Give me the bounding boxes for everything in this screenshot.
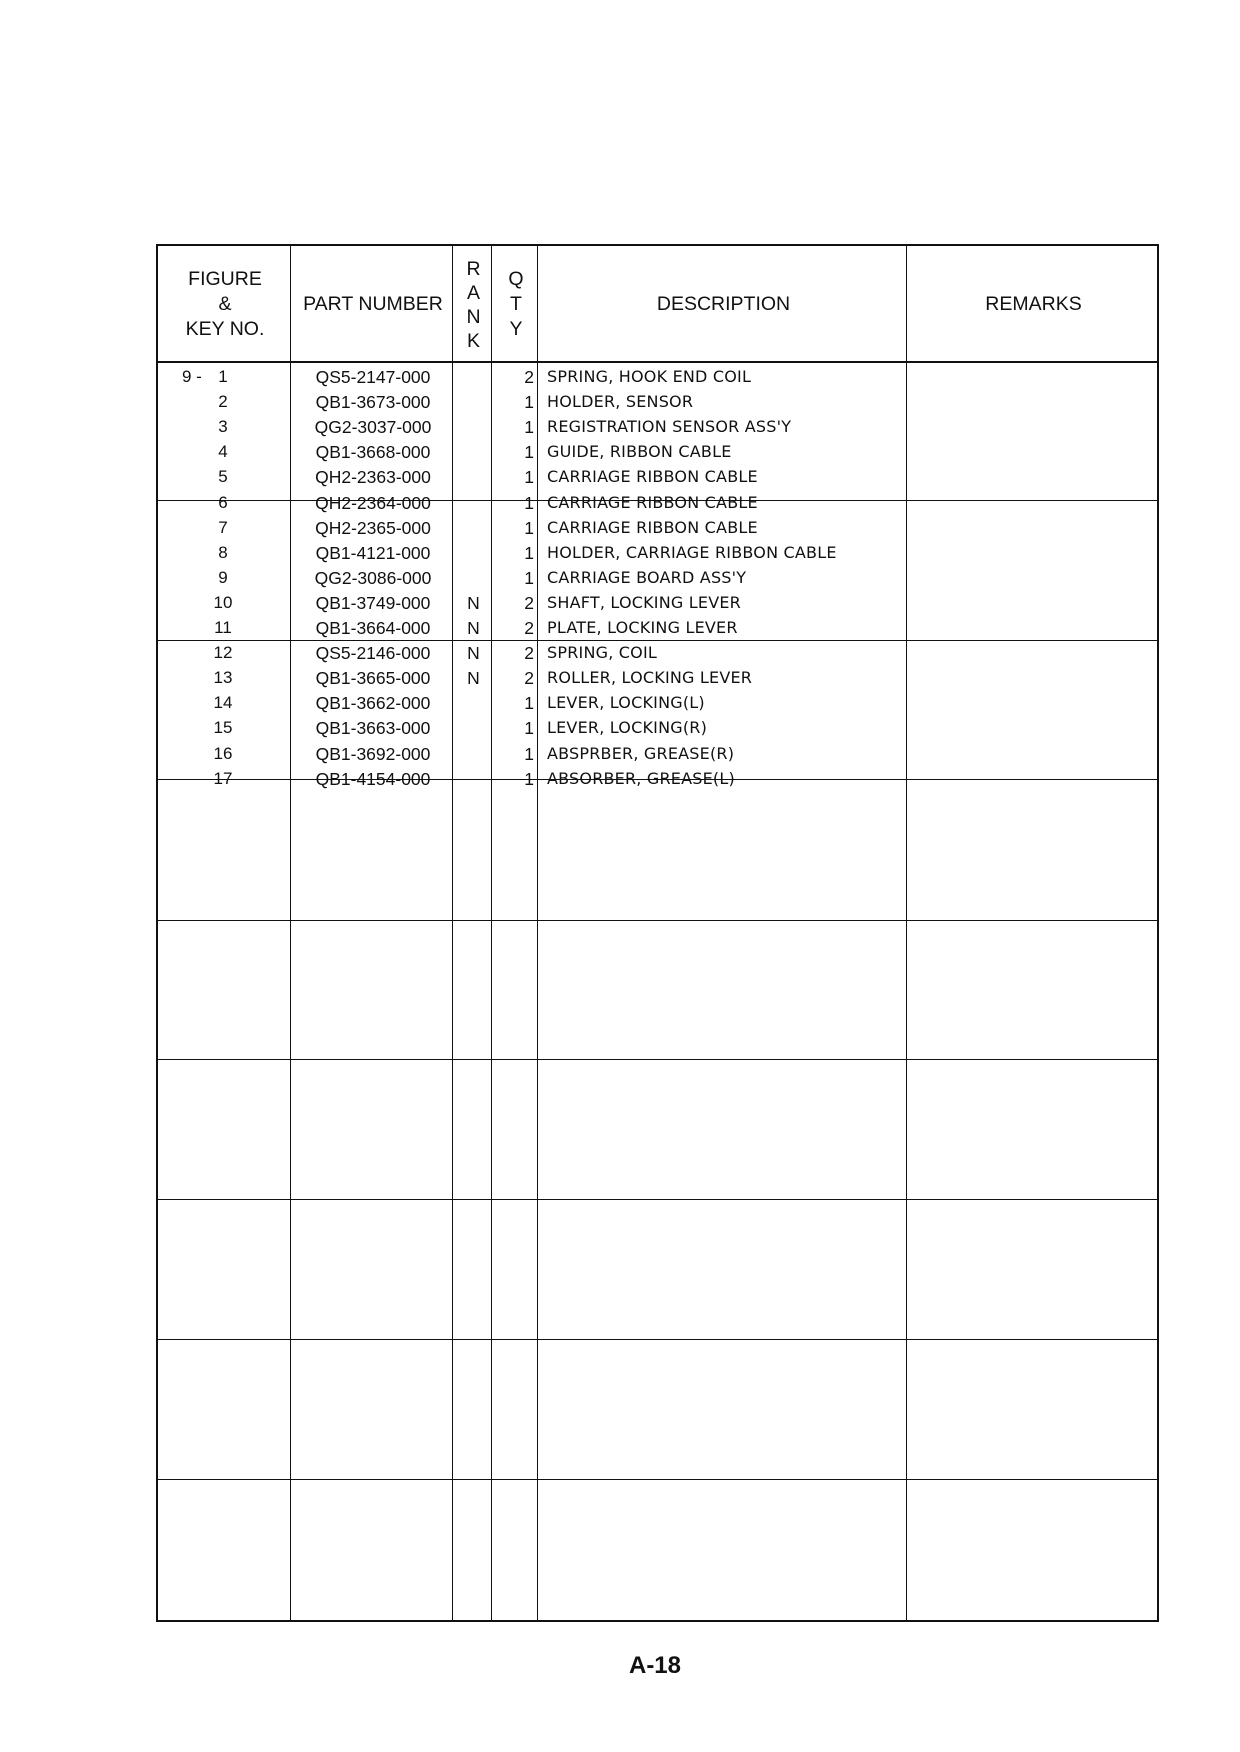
figure-key-cell xyxy=(158,363,292,391)
qty-cell: 1 xyxy=(524,467,534,488)
rank-cell xyxy=(454,765,493,793)
group-divider xyxy=(158,920,1157,921)
key-number: 14 xyxy=(213,693,233,713)
rank-cell xyxy=(454,438,493,466)
figure-key-cell xyxy=(158,514,292,542)
table-row xyxy=(158,664,1159,692)
part-number-cell: QH2-2363-000 xyxy=(315,467,431,488)
part-number-cell: QH2-2365-000 xyxy=(315,517,431,538)
qty-cell: 2 xyxy=(524,668,534,689)
part-number-cell: QG2-3037-000 xyxy=(314,417,432,438)
qty-cell: 1 xyxy=(524,417,534,438)
description-cell: CARRIAGE RIBBON CABLE xyxy=(547,467,758,487)
header-figure-line: & xyxy=(218,293,232,315)
description-cell: CARRIAGE RIBBON CABLE xyxy=(547,517,758,537)
table-row xyxy=(158,689,1159,717)
remarks-cell xyxy=(908,489,1159,517)
part-number-cell: QB1-3663-000 xyxy=(315,718,431,739)
rank-cell xyxy=(454,514,493,542)
description-cell: HOLDER, CARRIAGE RIBBON CABLE xyxy=(547,542,837,562)
header-figure-key xyxy=(158,246,292,363)
header-qty xyxy=(493,246,539,363)
figure-key-cell xyxy=(158,539,292,567)
figure-key-cell xyxy=(158,388,292,416)
key-number: 4 xyxy=(218,442,228,462)
key-number: 3 xyxy=(218,417,228,437)
description-cell: LEVER, LOCKING(R) xyxy=(547,718,708,738)
part-number-cell: QB1-3664-000 xyxy=(315,618,431,638)
remarks-cell xyxy=(908,740,1159,768)
part-number-cell: QB1-3749-000 xyxy=(315,592,431,613)
remarks-cell xyxy=(908,388,1159,416)
part-number-cell: QB1-4154-000 xyxy=(315,768,431,789)
table-row xyxy=(158,639,1159,667)
figure-key-cell xyxy=(158,413,292,441)
header-qty-letter: Y xyxy=(509,318,523,340)
figure-key-cell xyxy=(158,664,292,692)
description-cell: SPRING, HOOK END COIL xyxy=(547,367,752,386)
figure-key-cell xyxy=(158,614,292,642)
key-number: 9 xyxy=(218,567,228,587)
header-description: DESCRIPTION xyxy=(656,293,791,315)
description-cell: ABSORBER, GREASE(L) xyxy=(547,768,735,788)
table-row xyxy=(158,514,1159,542)
qty-cell: 2 xyxy=(524,367,534,387)
key-number: 6 xyxy=(218,492,228,512)
qty-cell: 1 xyxy=(524,542,534,563)
key-number: 15 xyxy=(213,718,233,738)
table-row xyxy=(158,438,1159,466)
header-rank xyxy=(454,246,493,363)
group-divider xyxy=(158,1199,1157,1200)
figure-key-cell xyxy=(158,639,292,667)
header-qty-letter: T xyxy=(510,293,522,315)
header-rank-letter: K xyxy=(466,329,480,352)
header-rank-letter: R xyxy=(466,257,481,280)
key-number: 17 xyxy=(213,768,233,788)
key-number: 11 xyxy=(214,618,232,637)
key-number: 5 xyxy=(218,467,228,487)
figure-key-cell xyxy=(158,438,292,466)
remarks-cell xyxy=(908,463,1159,491)
key-number: 8 xyxy=(218,542,228,562)
qty-cell: 1 xyxy=(524,492,534,513)
description-cell: ABSPRBER, GREASE(R) xyxy=(547,743,735,763)
rank-cell: N xyxy=(467,668,480,689)
table-row xyxy=(158,740,1159,768)
remarks-cell xyxy=(908,714,1159,742)
group-divider xyxy=(158,1479,1157,1480)
qty-cell: 1 xyxy=(524,517,534,538)
parts-table xyxy=(156,244,1159,1622)
header-figure-line: FIGURE xyxy=(188,268,262,290)
rank-cell xyxy=(454,740,493,768)
remarks-cell xyxy=(908,639,1159,667)
part-number-cell: QG2-3086-000 xyxy=(314,567,432,588)
figure-key-cell xyxy=(158,564,292,592)
group-divider xyxy=(158,1339,1157,1340)
rank-cell xyxy=(454,539,493,567)
qty-cell: 2 xyxy=(524,618,534,638)
rank-cell xyxy=(454,388,493,416)
table-row xyxy=(158,614,1159,642)
rank-cell: N xyxy=(467,643,480,664)
remarks-cell xyxy=(908,664,1159,692)
page-number: A-18 xyxy=(628,1652,682,1679)
table-row xyxy=(158,714,1159,742)
part-number-cell: QS5-2147-000 xyxy=(315,367,431,387)
rank-cell xyxy=(454,463,493,491)
table-row xyxy=(158,363,1159,391)
key-number: 13 xyxy=(213,668,233,688)
table-row xyxy=(158,589,1159,617)
remarks-cell xyxy=(908,363,1159,391)
part-number-cell: QH2-2364-000 xyxy=(315,492,431,513)
remarks-cell xyxy=(908,614,1159,642)
figure-key-cell xyxy=(158,689,292,717)
qty-cell: 1 xyxy=(524,392,534,413)
figure-key-cell xyxy=(158,714,292,742)
key-number: 10 xyxy=(213,592,233,612)
part-number-cell: QB1-3668-000 xyxy=(315,442,431,463)
part-number-cell: QB1-3673-000 xyxy=(315,392,431,413)
description-cell: REGISTRATION SENSOR ASS'Y xyxy=(547,417,792,437)
qty-cell: 1 xyxy=(524,567,534,588)
table-row xyxy=(158,463,1159,491)
remarks-cell xyxy=(908,589,1159,617)
qty-cell: 1 xyxy=(524,718,534,739)
remarks-cell xyxy=(908,689,1159,717)
description-cell: CARRIAGE RIBBON CABLE xyxy=(547,492,758,512)
header-part-number: PART NUMBER xyxy=(303,293,443,315)
rank-cell xyxy=(454,564,493,592)
description-cell: CARRIAGE BOARD ASS'Y xyxy=(547,567,747,587)
remarks-cell xyxy=(908,539,1159,567)
header-figure-line: KEY NO. xyxy=(185,318,265,340)
qty-cell: 1 xyxy=(524,442,534,463)
qty-cell: 1 xyxy=(524,768,534,789)
description-cell: HOLDER, SENSOR xyxy=(547,392,694,412)
description-cell: GUIDE, RIBBON CABLE xyxy=(547,442,732,462)
rank-cell xyxy=(454,689,493,717)
table-row xyxy=(158,413,1159,441)
header-rank-letter: A xyxy=(466,281,480,304)
part-number-cell: QB1-3662-000 xyxy=(315,693,431,714)
description-cell: SHAFT, LOCKING LEVER xyxy=(547,592,741,612)
qty-cell: 2 xyxy=(524,643,534,664)
qty-cell: 1 xyxy=(524,743,534,764)
description-cell: SPRING, COIL xyxy=(547,643,657,663)
remarks-cell xyxy=(908,564,1159,592)
figure-prefix: 9 - xyxy=(182,367,202,386)
rank-cell xyxy=(454,413,493,441)
remarks-cell xyxy=(908,413,1159,441)
header-qty-letter: Q xyxy=(508,268,524,290)
part-number-cell: QB1-4121-000 xyxy=(315,542,431,563)
rank-cell xyxy=(454,363,493,391)
key-number: 12 xyxy=(213,643,233,663)
remarks-cell xyxy=(908,514,1159,542)
table-row xyxy=(158,539,1159,567)
table-row xyxy=(158,564,1159,592)
part-number-cell: QB1-3665-000 xyxy=(315,668,431,689)
key-number: 2 xyxy=(218,392,228,412)
remarks-cell xyxy=(908,438,1159,466)
remarks-cell xyxy=(908,765,1159,793)
figure-key-cell xyxy=(158,463,292,491)
header-remarks: REMARKS xyxy=(985,293,1082,315)
description-cell: ROLLER, LOCKING LEVER xyxy=(547,668,753,688)
rank-cell xyxy=(454,714,493,742)
header-rank-letter: N xyxy=(466,305,481,328)
part-number-cell: QB1-3692-000 xyxy=(315,743,431,764)
key-number: 16 xyxy=(213,743,233,763)
qty-cell: 2 xyxy=(524,592,534,613)
figure-key-cell xyxy=(158,489,292,517)
figure-key-cell xyxy=(158,740,292,768)
description-cell: LEVER, LOCKING(L) xyxy=(547,693,705,713)
rank-cell xyxy=(454,489,493,517)
rank-cell: N xyxy=(467,592,480,613)
figure-key-cell xyxy=(158,589,292,617)
key-number: 1 xyxy=(218,367,228,386)
figure-key-cell xyxy=(158,765,292,793)
table-row xyxy=(158,765,1159,793)
qty-cell: 1 xyxy=(524,693,534,714)
rank-cell: N xyxy=(467,618,480,638)
description-cell: PLATE, LOCKING LEVER xyxy=(547,618,738,637)
group-divider xyxy=(158,1059,1157,1060)
table-row xyxy=(158,489,1159,517)
part-number-cell: QS5-2146-000 xyxy=(315,643,431,664)
key-number: 7 xyxy=(218,517,228,537)
table-row xyxy=(158,388,1159,416)
